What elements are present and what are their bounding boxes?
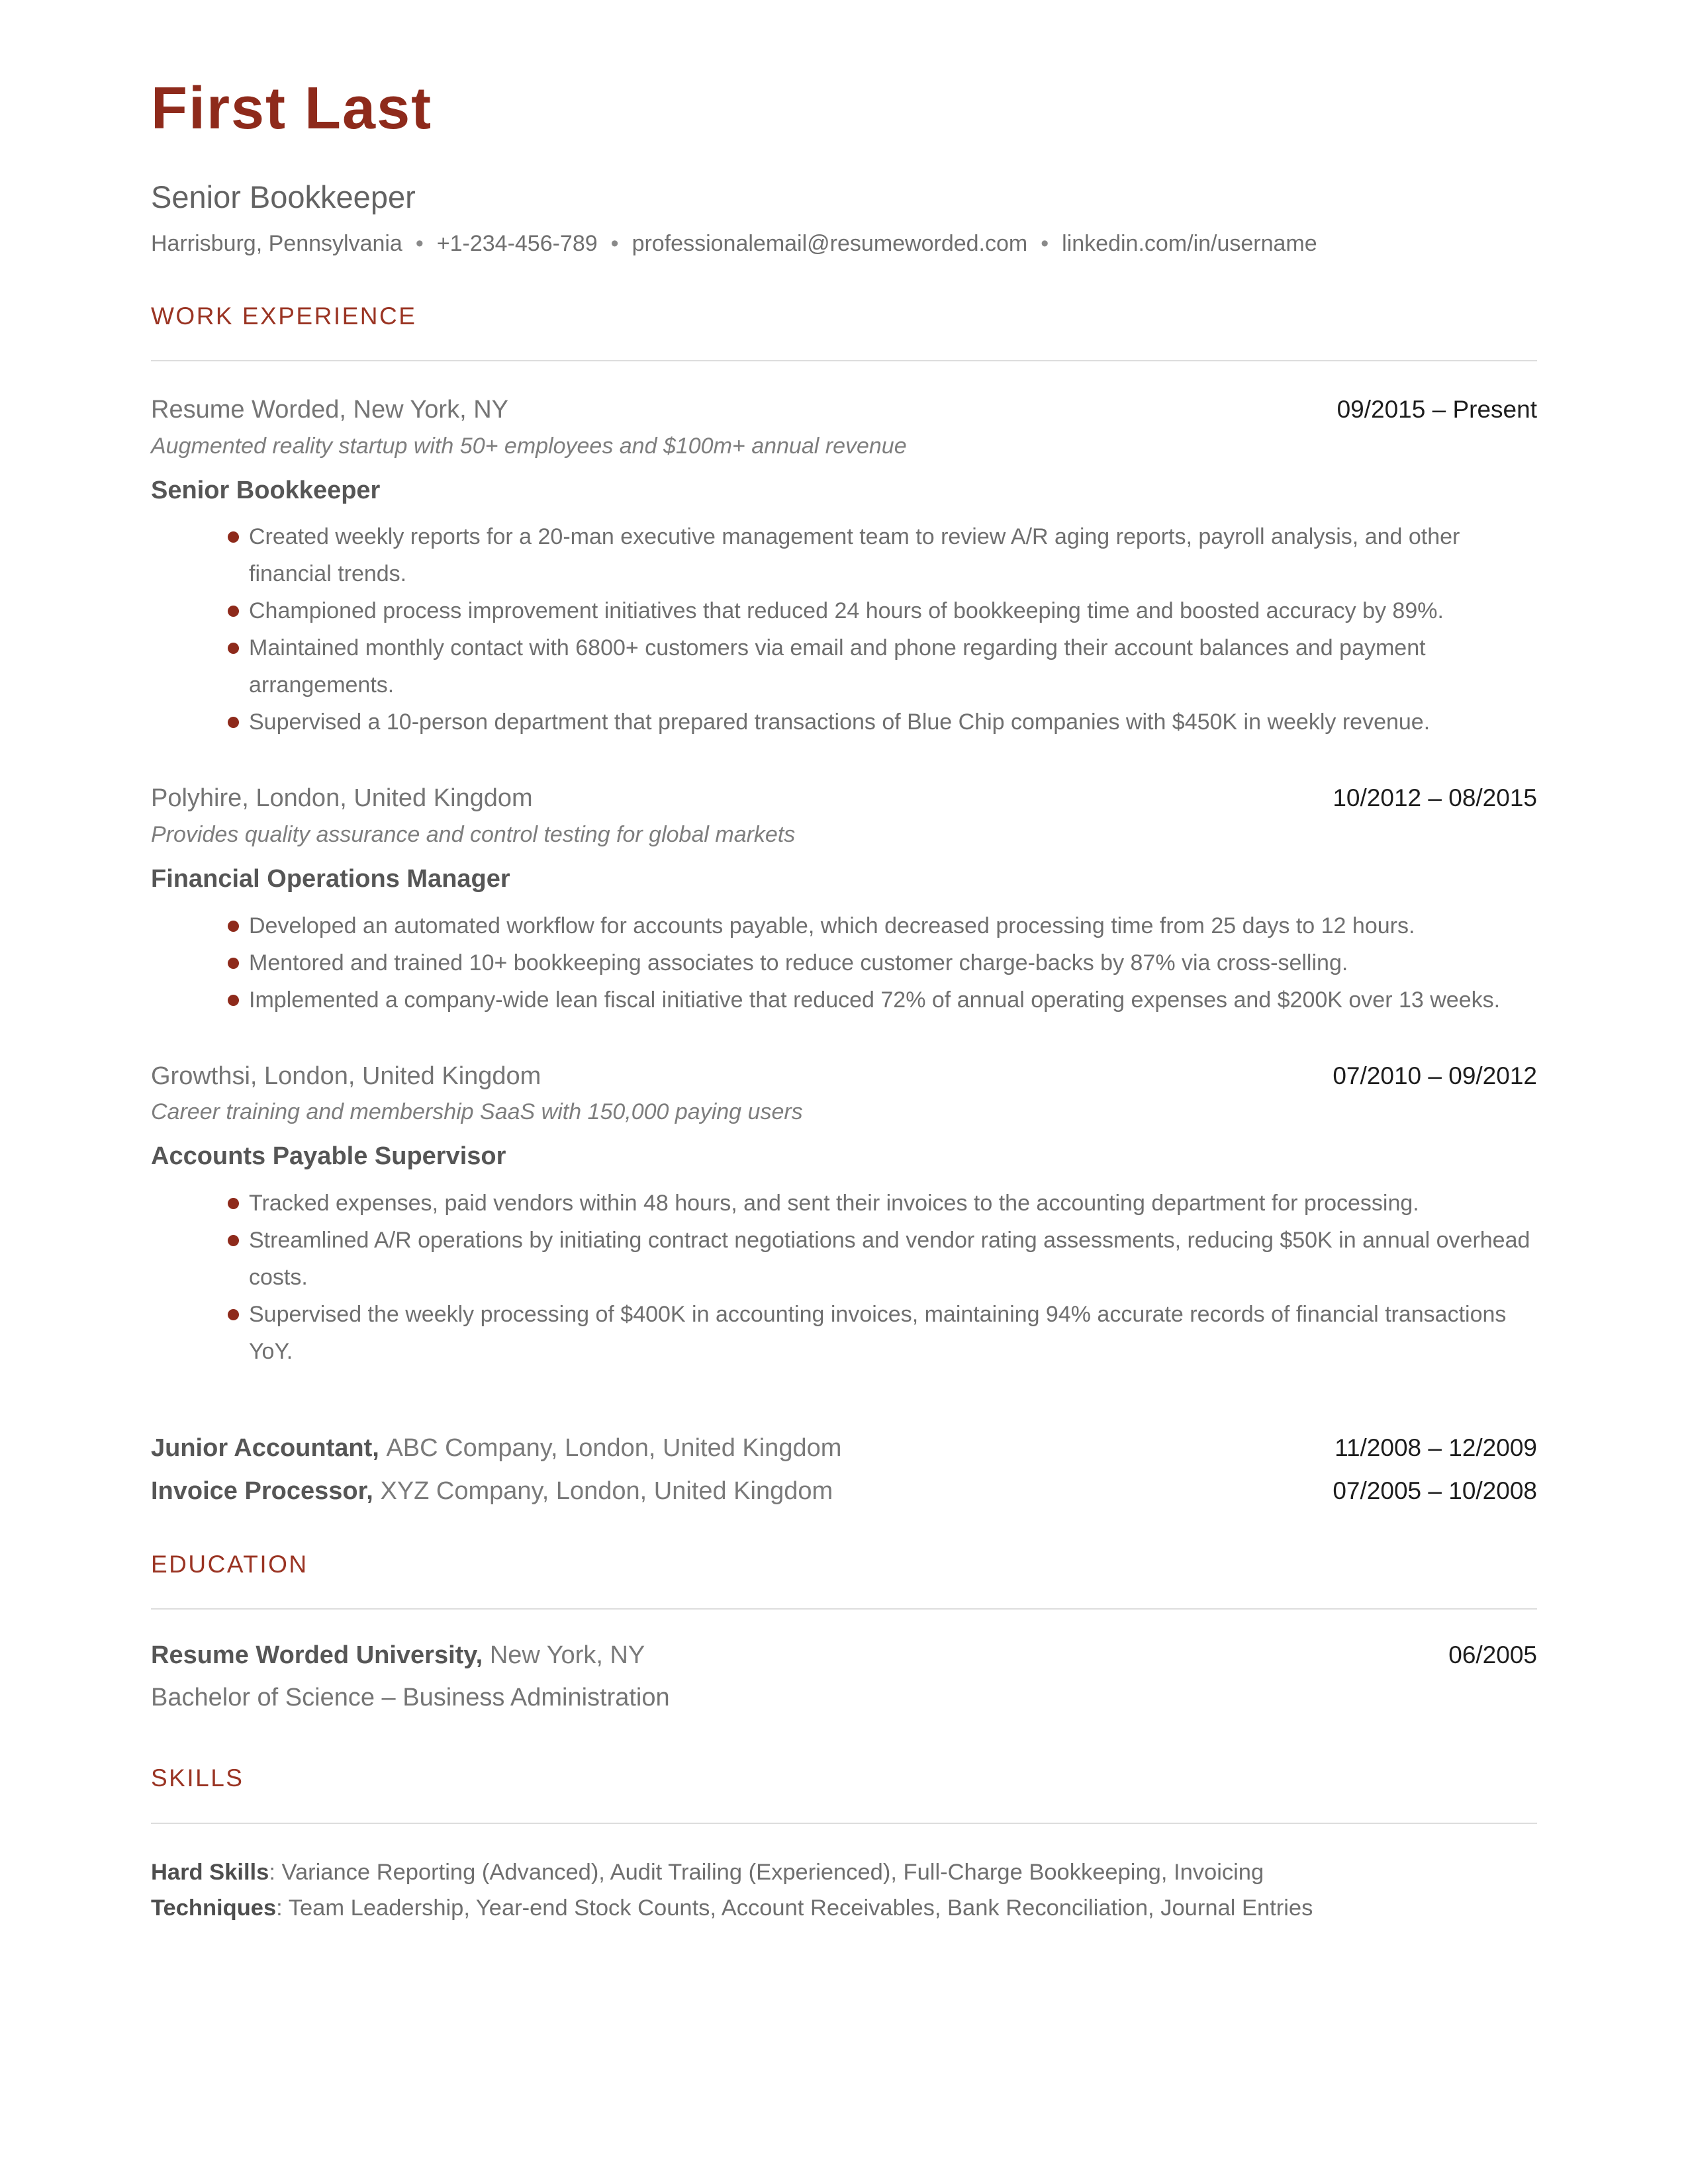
bullet-dot-icon	[228, 958, 239, 969]
job-entry-growthsi	[151, 1061, 1537, 1370]
bullet-text: Maintained monthly contact with 6800+ customers via email and phone regarding their account balances and payment arrangements.	[249, 635, 1426, 698]
job-role-title: Accounts Payable Supervisor	[151, 1142, 506, 1171]
job-bullet-list	[151, 1185, 1537, 1370]
bullet-dot-icon	[228, 1198, 239, 1209]
school-location: New York, NY	[489, 1641, 645, 1670]
company-tagline: Provides quality assurance and control testing for global markets	[151, 821, 796, 847]
job-header	[151, 783, 1537, 815]
bullet-item	[151, 592, 1537, 629]
compact-role-title: Invoice Processor,	[151, 1477, 373, 1505]
skills-row-techniques	[151, 1890, 1537, 1926]
company-tagline: Augmented reality startup with 50+ employees and $100m+ annual revenue	[151, 433, 907, 459]
compact-role-company: XYZ Company, London, United Kingdom	[380, 1477, 833, 1505]
school-name: Resume Worded University,	[151, 1641, 483, 1670]
bullet-dot-icon	[228, 1309, 239, 1320]
skills-label: Hard Skills	[151, 1859, 269, 1885]
bullet-item	[151, 629, 1537, 704]
bullet-text: Mentored and trained 10+ bookkeeping associates to reduce customer charge-backs by 87% via cross-selling.	[249, 950, 1348, 976]
bullet-item	[151, 944, 1537, 981]
job-role-title: Senior Bookkeeper	[151, 476, 381, 504]
bullet-dot-icon	[228, 717, 239, 728]
date-range: 09/2015 – Present	[1336, 396, 1537, 424]
bullet-text: Tracked expenses, paid vendors within 48 hours, and sent their invoices to the accounting department for processing.	[249, 1190, 1419, 1216]
skills-list: : Team Leadership, Year-end Stock Counts, Account Receivables, Bank Reconciliation, Journal Entries	[276, 1895, 1313, 1921]
education-school-line	[151, 1640, 645, 1672]
job-bullet-list	[151, 518, 1537, 741]
date-range: 07/2005 – 10/2008	[1333, 1477, 1537, 1504]
bullet-text: Implemented a company-wide lean fiscal initiative that reduced 72% of annual operating expenses and $200K over 13 weeks.	[249, 987, 1501, 1013]
person-name: First Last	[151, 75, 433, 142]
bullet-text: Streamlined A/R operations by initiating contract negotiations and vendor rating assessments, reducing $50K in annual overhead costs.	[249, 1227, 1530, 1290]
compact-role-left	[151, 1427, 841, 1470]
date-range: 10/2012 – 08/2015	[1333, 784, 1537, 812]
bullet-item	[151, 1185, 1537, 1222]
section-divider	[151, 360, 1537, 361]
company-name: Resume Worded, New York, NY	[151, 396, 508, 424]
compact-role-title: Junior Accountant,	[151, 1433, 379, 1462]
skills-block	[151, 1854, 1537, 1926]
bullet-dot-icon	[228, 531, 239, 543]
bullet-item	[151, 907, 1537, 944]
bullet-dot-icon	[228, 606, 239, 617]
skills-row-hard-skills	[151, 1854, 1537, 1890]
earlier-roles-block	[151, 1427, 1537, 1513]
compact-role-row	[151, 1470, 1537, 1513]
job-entry-resume-worded	[151, 394, 1537, 741]
section-title-education: EDUCATION	[151, 1550, 308, 1578]
bullet-text: Created weekly reports for a 20-man executive management team to review A/R aging reports, payroll analysis, and other financial trends.	[249, 524, 1460, 587]
bullet-dot-icon	[228, 995, 239, 1006]
contact-email: professionalemail@resumeworded.com	[632, 231, 1028, 257]
job-header	[151, 394, 1537, 426]
dot-separator-icon: •	[610, 231, 619, 257]
bullet-item	[151, 518, 1537, 592]
section-title-work-experience: WORK EXPERIENCE	[151, 302, 417, 330]
skills-list: : Variance Reporting (Advanced), Audit Trailing (Experienced), Full-Charge Bookkeeping, Invoicing	[269, 1859, 1264, 1885]
bullet-item	[151, 981, 1537, 1019]
contact-linkedin: linkedin.com/in/username	[1062, 231, 1317, 257]
compact-role-left	[151, 1470, 833, 1513]
compact-role-row	[151, 1427, 1537, 1470]
bullet-text: Supervised the weekly processing of $400K in accounting invoices, maintaining 94% accurate records of financial transactions YoY.	[249, 1301, 1507, 1364]
bullet-dot-icon	[228, 643, 239, 654]
job-bullet-list	[151, 907, 1537, 1019]
education-entry	[151, 1640, 1537, 1672]
bullet-dot-icon	[228, 1235, 239, 1246]
skills-label: Techniques	[151, 1895, 277, 1921]
bullet-text: Supervised a 10-person department that prepared transactions of Blue Chip companies with $450K in weekly revenue.	[249, 709, 1430, 735]
job-role-title: Financial Operations Manager	[151, 865, 510, 893]
company-name: Growthsi, London, United Kingdom	[151, 1062, 541, 1090]
section-divider	[151, 1823, 1537, 1824]
dot-separator-icon: •	[415, 231, 424, 257]
job-header	[151, 1061, 1537, 1093]
date-range: 07/2010 – 09/2012	[1333, 1062, 1537, 1089]
contact-phone: +1-234-456-789	[436, 231, 598, 257]
job-entry-polyhire	[151, 783, 1537, 1018]
date-range: 06/2005	[1448, 1641, 1537, 1669]
company-name: Polyhire, London, United Kingdom	[151, 784, 533, 813]
compact-role-company: ABC Company, London, United Kingdom	[386, 1433, 842, 1462]
dot-separator-icon: •	[1041, 231, 1049, 257]
bullet-item	[151, 704, 1537, 741]
bullet-text: Championed process improvement initiatives that reduced 24 hours of bookkeeping time and boosted accuracy by 89%.	[249, 598, 1444, 624]
bullet-dot-icon	[228, 921, 239, 932]
contact-line	[151, 230, 1537, 258]
date-range: 11/2008 – 12/2009	[1335, 1433, 1537, 1461]
company-tagline: Career training and membership SaaS with 150,000 paying users	[151, 1099, 803, 1125]
person-job-title: Senior Bookkeeper	[151, 179, 416, 214]
section-divider	[151, 1608, 1537, 1610]
section-title-skills: SKILLS	[151, 1764, 244, 1792]
bullet-text: Developed an automated workflow for accounts payable, which decreased processing time from 25 days to 12 hours.	[249, 913, 1415, 938]
degree-line: Bachelor of Science – Business Administration	[151, 1683, 670, 1711]
bullet-item	[151, 1222, 1537, 1296]
bullet-item	[151, 1296, 1537, 1370]
contact-location: Harrisburg, Pennsylvania	[151, 231, 402, 257]
